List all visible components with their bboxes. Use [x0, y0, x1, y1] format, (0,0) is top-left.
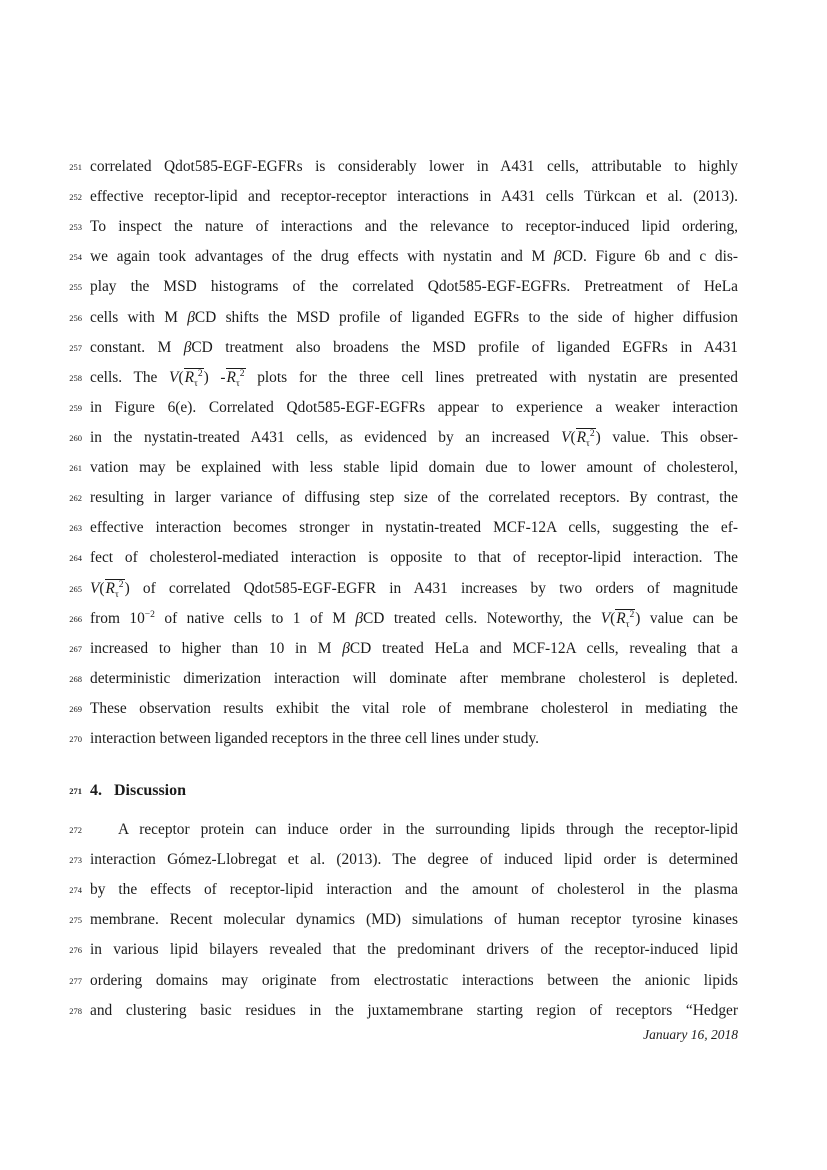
- text-line: [69, 212, 738, 242]
- line-text: interaction between liganded receptors in the three cell lines under study.: [90, 730, 540, 748]
- line-text: and clustering basic residues in the juxtamembrane starting region of receptors “Hedger: [90, 1001, 738, 1019]
- line-number: 262: [69, 493, 82, 504]
- line-number: 265: [69, 583, 82, 594]
- text-line: [69, 363, 738, 393]
- line-text: effective receptor-lipid and receptor-receptor interactions in A431 cells Türkcan et al. (2013).: [90, 188, 738, 206]
- text-line: [69, 815, 738, 845]
- section-heading: [69, 776, 738, 806]
- line-number: 278: [69, 1005, 82, 1016]
- line-number: 276: [69, 945, 82, 956]
- math-overline-r-tau-squared: $R_\tau^2$: [184, 367, 203, 389]
- line-text: in the nystatin-treated A431 cells, as evidenced by an increased $V(R_\tau^2)$ value. This obser-: [90, 427, 738, 450]
- line-number: 277: [69, 975, 82, 986]
- line-number: 263: [69, 523, 82, 534]
- line-text: constant. M βCD treatment also broadens the MSD profile of liganded EGFRs in A431: [90, 338, 738, 356]
- line-number: 251: [69, 162, 82, 172]
- line-text: increased to higher than 10 in M βCD treated HeLa and MCF-12A cells, revealing that a: [90, 639, 739, 657]
- line-text: by the effects of receptor-lipid interaction and the amount of cholesterol in the plasma: [90, 881, 738, 899]
- line-number: 253: [69, 222, 82, 233]
- line-number: 266: [69, 613, 82, 624]
- line-text: interaction Gómez-Llobregat et al. (2013). The degree of induced lipid order is determined: [90, 851, 738, 869]
- line-number: 256: [69, 312, 82, 323]
- text-line: [69, 935, 738, 965]
- math-overline-r-tau-squared: $R_\tau^2$: [105, 578, 124, 600]
- text-line: [69, 453, 738, 483]
- math-power: $10^{-2}$: [129, 608, 155, 627]
- line-number: 259: [69, 402, 82, 413]
- section-number: 4.: [90, 782, 102, 799]
- text-line: [69, 664, 738, 694]
- text-line: [69, 182, 738, 212]
- line-number: 273: [69, 855, 82, 866]
- line-number: 275: [69, 915, 82, 926]
- line-text: effective interaction becomes stronger in nystatin-treated MCF-12A cells, suggesting the ef-: [90, 519, 738, 537]
- text-line: [69, 333, 738, 363]
- math-overline-r-tau-squared: $R_\tau^2$: [226, 367, 245, 389]
- text-line: [69, 905, 738, 935]
- text-line: [69, 543, 738, 573]
- line-text: resulting in larger variance of diffusing step size of the correlated receptors. By contrast, the: [90, 489, 738, 507]
- line-text: we again took advantages of the drug effects with nystatin and M βCD. Figure 6b and c dis-: [90, 248, 738, 266]
- paragraph-body-1: [69, 152, 739, 754]
- text-line: [69, 152, 738, 182]
- line-number: 267: [69, 643, 82, 654]
- text-line: [69, 423, 738, 453]
- line-text: cells with M βCD shifts the MSD profile of liganded EGFRs to the side of higher diffusion: [90, 308, 738, 326]
- line-number: 264: [69, 553, 82, 564]
- line-number: 254: [69, 252, 82, 263]
- line-number: 260: [69, 432, 82, 443]
- section-title: Discussion: [114, 782, 187, 799]
- text-line: [69, 574, 738, 604]
- text-line: [69, 483, 738, 513]
- line-number: 269: [69, 703, 82, 714]
- line-text: deterministic dimerization interaction will dominate after membrane cholesterol is depleted.: [90, 669, 738, 687]
- text-line: [69, 513, 738, 543]
- line-number: 268: [69, 673, 82, 684]
- line-text: correlated Qdot585-EGF-EGFRs is considerably lower in A431 cells, attributable to highly: [90, 158, 738, 175]
- line-text: These observation results exhibit the vital role of membrane cholesterol in mediating the: [90, 699, 738, 717]
- line-text: from $10^{-2}$ of native cells to 1 of M βCD treated cells. Noteworthy, the $V(R_\tau^2)$ value can be: [90, 608, 738, 630]
- footer-date: January 16, 2018: [643, 1027, 738, 1042]
- line-text: vation may be explained with less stable lipid domain due to lower amount of cholesterol,: [90, 459, 738, 477]
- line-text: in various lipid bilayers revealed that the predominant drivers of the receptor-induced lipid: [90, 941, 738, 959]
- text-line: [69, 875, 738, 905]
- text-line: [69, 272, 738, 302]
- text-line: [69, 966, 738, 996]
- text-line: [69, 634, 739, 664]
- line-text: play the MSD histograms of the correlated Qdot585-EGF-EGFRs. Pretreatment of HeLa: [90, 278, 738, 296]
- line-text: A receptor protein can induce order in the surrounding lipids through the receptor-lipid: [118, 821, 738, 838]
- text-line: [69, 845, 738, 875]
- line-text: To inspect the nature of interactions and the relevance to receptor-induced lipid ordering,: [90, 218, 738, 236]
- line-text: $V(R_\tau^2)$ of correlated Qdot585-EGF-EGFR in A431 increases by two orders of magnitude: [90, 578, 738, 600]
- line-number: 255: [69, 282, 82, 293]
- text-line: [69, 604, 738, 634]
- line-number: 270: [69, 734, 82, 745]
- line-text: cells. The $V(R_\tau^2)$ $-R_\tau^2$ plots for the three cell lines pretreated with nystatin are presented: [90, 367, 738, 389]
- line-number: 272: [69, 825, 82, 835]
- text-line: [69, 694, 738, 724]
- line-text: ordering domains may originate from electrostatic interactions between the anionic lipids: [90, 971, 738, 989]
- text-line: [69, 303, 738, 333]
- math-overline-r-tau-squared: $R_\tau^2$: [576, 427, 595, 450]
- text-line: [69, 996, 738, 1026]
- line-text: in Figure 6(e). Correlated Qdot585-EGF-EGFRs appear to experience a weaker interaction: [90, 398, 738, 416]
- text-line: [69, 242, 738, 272]
- line-number: 252: [69, 192, 82, 203]
- math-overline-r-tau-squared: $R_\tau^2$: [616, 608, 635, 630]
- line-number: 258: [69, 372, 82, 383]
- line-number: 271: [69, 786, 82, 796]
- line-number: 274: [69, 885, 82, 896]
- text-line: [69, 724, 738, 754]
- line-number: 261: [69, 463, 82, 474]
- paragraph-body-2: [69, 815, 738, 1026]
- line-number: 257: [69, 342, 82, 353]
- line-text: fect of cholesterol-mediated interaction is opposite to that of receptor-lipid interaction. The: [90, 549, 738, 567]
- line-text: membrane. Recent molecular dynamics (MD) simulations of human receptor tyrosine kinases: [90, 911, 738, 929]
- text-line: [69, 393, 738, 423]
